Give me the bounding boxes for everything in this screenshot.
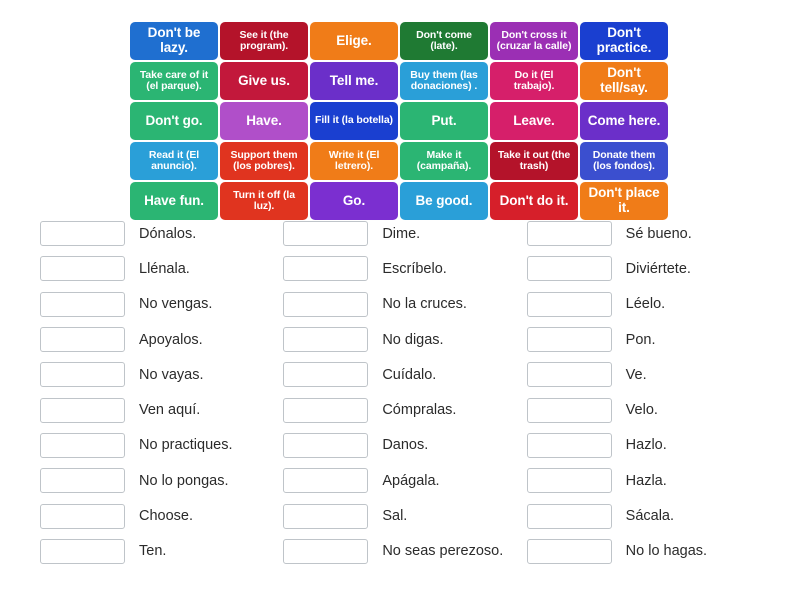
drop-slot[interactable] xyxy=(527,256,612,281)
answer-row xyxy=(527,216,770,251)
answer-row xyxy=(40,322,283,357)
drop-slot[interactable] xyxy=(527,468,612,493)
drop-slot[interactable] xyxy=(283,468,368,493)
drop-slot[interactable] xyxy=(283,221,368,246)
answer-label: Sé bueno. xyxy=(625,225,692,242)
answer-label: Cómpralas. xyxy=(382,402,457,419)
drop-slot[interactable] xyxy=(283,362,368,387)
drop-slot[interactable] xyxy=(527,398,612,423)
drop-slot[interactable] xyxy=(283,504,368,529)
answer-label: Llénala. xyxy=(139,260,190,277)
answer-row xyxy=(283,216,526,251)
word-tile[interactable]: Don't practice. xyxy=(580,22,668,60)
answer-label: Apoyalos. xyxy=(139,331,203,348)
answer-row xyxy=(527,251,770,286)
word-tile[interactable]: Put. xyxy=(400,102,488,140)
answer-label: Ven aquí. xyxy=(139,402,201,419)
word-tile[interactable]: Turn it off (la luz). xyxy=(220,182,308,220)
answer-row xyxy=(40,357,283,392)
word-tile[interactable]: Make it (campaña). xyxy=(400,142,488,180)
answer-row xyxy=(40,287,283,322)
answer-row xyxy=(40,251,283,286)
answer-row xyxy=(283,357,526,392)
answer-label: Hazlo. xyxy=(625,437,667,454)
answer-label: Ten. xyxy=(139,543,167,560)
word-tile[interactable]: Support them (los pobres). xyxy=(220,142,308,180)
drop-slot[interactable] xyxy=(283,398,368,423)
answer-row xyxy=(40,428,283,463)
word-tile[interactable]: Buy them (las donaciones) . xyxy=(400,62,488,100)
answer-label: No lo hagas. xyxy=(625,543,708,560)
answer-row xyxy=(527,287,770,322)
answer-row xyxy=(40,534,283,569)
word-tile[interactable]: Read it (El anuncio). xyxy=(130,142,218,180)
answer-row xyxy=(527,357,770,392)
word-tile[interactable]: Do it (El trabajo). xyxy=(490,62,578,100)
drop-slot[interactable] xyxy=(283,327,368,352)
drop-slot[interactable] xyxy=(283,539,368,564)
answer-row xyxy=(283,392,526,427)
answer-row xyxy=(283,498,526,533)
word-tile[interactable]: Don't place it. xyxy=(580,182,668,220)
answer-label: Dime. xyxy=(382,225,421,242)
answer-label: Dónalos. xyxy=(139,225,197,242)
word-tile-bank[interactable] xyxy=(130,22,670,220)
word-tile[interactable]: Give us. xyxy=(220,62,308,100)
word-tile[interactable]: Go. xyxy=(310,182,398,220)
drop-slot[interactable] xyxy=(527,327,612,352)
answer-label: No seas perezoso. xyxy=(382,543,504,560)
word-tile[interactable]: Have. xyxy=(220,102,308,140)
answer-row xyxy=(283,322,526,357)
word-tile[interactable]: Don't cross it (cruzar la calle) xyxy=(490,22,578,60)
answer-label: No digas. xyxy=(382,331,444,348)
drop-slot[interactable] xyxy=(527,362,612,387)
drop-slot[interactable] xyxy=(283,256,368,281)
word-tile[interactable]: See it (the program). xyxy=(220,22,308,60)
word-tile[interactable]: Donate them (los fondos). xyxy=(580,142,668,180)
word-tile[interactable]: Don't do it. xyxy=(490,182,578,220)
drop-slot[interactable] xyxy=(527,433,612,458)
answer-row xyxy=(40,216,283,251)
drop-slot[interactable] xyxy=(40,539,125,564)
answer-label: No vayas. xyxy=(139,366,204,383)
word-tile[interactable]: Don't go. xyxy=(130,102,218,140)
word-tile[interactable]: Don't come (late). xyxy=(400,22,488,60)
drop-slot[interactable] xyxy=(40,433,125,458)
answer-label: Diviértete. xyxy=(625,260,691,277)
answer-row xyxy=(527,534,770,569)
word-tile[interactable]: Take it out (the trash) xyxy=(490,142,578,180)
drop-slot[interactable] xyxy=(40,362,125,387)
word-tile[interactable]: Have fun. xyxy=(130,182,218,220)
word-tile[interactable]: Come here. xyxy=(580,102,668,140)
answer-row xyxy=(40,392,283,427)
word-tile[interactable]: Write it (El letrero). xyxy=(310,142,398,180)
answer-label: Sal. xyxy=(382,508,408,525)
drop-slot[interactable] xyxy=(40,292,125,317)
answer-list xyxy=(40,216,770,569)
answer-row xyxy=(527,322,770,357)
answer-label: Danos. xyxy=(382,437,429,454)
answer-label: No practiques. xyxy=(139,437,233,454)
answer-label: Cuídalo. xyxy=(382,366,437,383)
answer-label: Choose. xyxy=(139,508,194,525)
answer-label: Pon. xyxy=(625,331,656,348)
answer-label: No la cruces. xyxy=(382,296,467,313)
drop-slot[interactable] xyxy=(527,504,612,529)
drop-slot[interactable] xyxy=(527,292,612,317)
answer-label: Léelo. xyxy=(625,296,666,313)
answer-row xyxy=(527,498,770,533)
answer-row xyxy=(283,463,526,498)
answer-label: Hazla. xyxy=(625,472,667,489)
drop-slot[interactable] xyxy=(40,256,125,281)
answer-row xyxy=(283,251,526,286)
word-tile[interactable]: Don't tell/say. xyxy=(580,62,668,100)
answer-row xyxy=(527,392,770,427)
answer-label: Ve. xyxy=(625,366,647,383)
word-tile[interactable]: Fill it (la botella) xyxy=(310,102,398,140)
answer-label: Velo. xyxy=(625,402,658,419)
drop-slot[interactable] xyxy=(527,539,612,564)
word-tile[interactable]: Elige. xyxy=(310,22,398,60)
drop-slot[interactable] xyxy=(40,327,125,352)
answer-label: Escríbelo. xyxy=(382,260,447,277)
word-tile[interactable]: Tell me. xyxy=(310,62,398,100)
drop-slot[interactable] xyxy=(527,221,612,246)
answer-row xyxy=(40,463,283,498)
answer-row xyxy=(283,287,526,322)
answer-row xyxy=(527,463,770,498)
drop-slot[interactable] xyxy=(40,398,125,423)
word-tile[interactable]: Take care of it (el parque). xyxy=(130,62,218,100)
answer-label: Sácala. xyxy=(625,508,675,525)
answer-row xyxy=(40,498,283,533)
drop-slot[interactable] xyxy=(40,221,125,246)
word-tile[interactable]: Be good. xyxy=(400,182,488,220)
answer-row xyxy=(527,428,770,463)
answer-label: No lo pongas. xyxy=(139,472,229,489)
drop-slot[interactable] xyxy=(283,433,368,458)
drop-slot[interactable] xyxy=(40,504,125,529)
answer-row xyxy=(283,428,526,463)
drop-slot[interactable] xyxy=(40,468,125,493)
answer-label: Apágala. xyxy=(382,472,440,489)
drop-slot[interactable] xyxy=(283,292,368,317)
answer-row xyxy=(283,534,526,569)
word-tile[interactable]: Leave. xyxy=(490,102,578,140)
answer-label: No vengas. xyxy=(139,296,213,313)
word-tile[interactable]: Don't be lazy. xyxy=(130,22,218,60)
